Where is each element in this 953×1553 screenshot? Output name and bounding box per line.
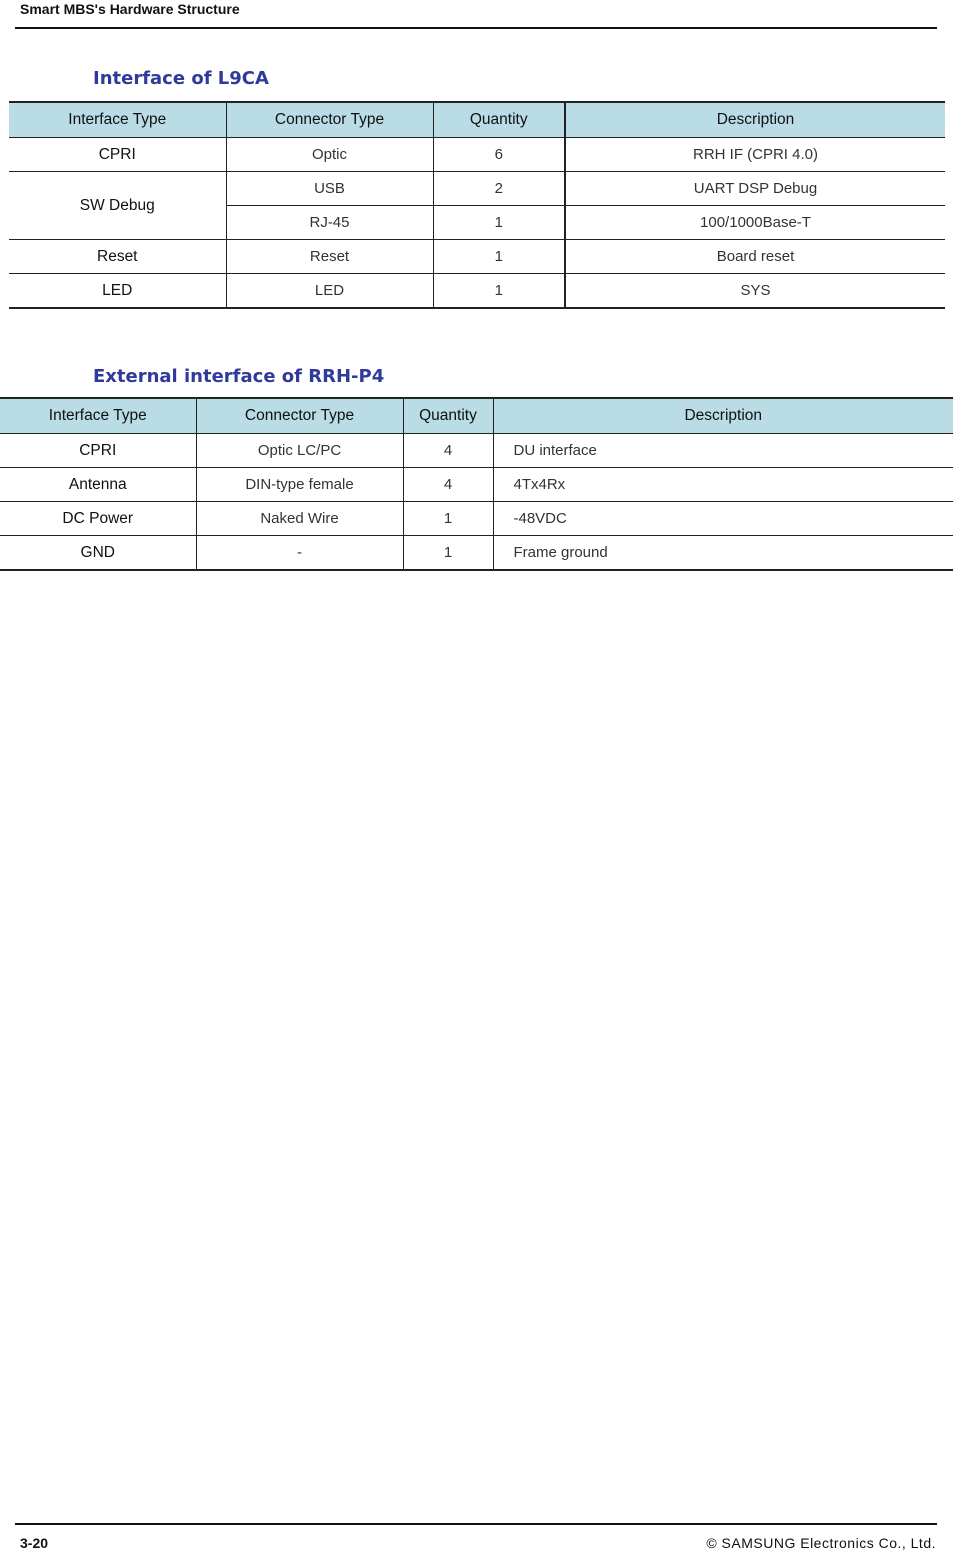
quantity-cell: 4 (403, 434, 493, 468)
description-cell: -48VDC (493, 502, 953, 536)
connector-type-cell: LED (226, 274, 433, 309)
column-header: Description (565, 102, 945, 138)
interface-type-cell: CPRI (9, 138, 226, 172)
quantity-cell: 1 (403, 536, 493, 571)
description-cell: DU interface (493, 434, 953, 468)
table-row (0, 502, 953, 536)
quantity-cell: 1 (403, 502, 493, 536)
quantity-cell: 6 (433, 138, 565, 172)
table-row (9, 138, 945, 172)
connector-type-cell: Reset (226, 240, 433, 274)
column-header: Interface Type (9, 102, 226, 138)
interface-type-cell: Antenna (0, 468, 196, 502)
quantity-cell: 1 (433, 240, 565, 274)
table-row (9, 274, 945, 309)
description-cell: 4Tx4Rx (493, 468, 953, 502)
interface-type-cell: GND (0, 536, 196, 571)
connector-type-cell: - (196, 536, 403, 571)
page-number: 3-20 (20, 1535, 49, 1551)
section-title-rrh-p4: External interface of RRH-P4 (93, 366, 385, 387)
column-header: Quantity (403, 398, 493, 434)
table-row (0, 536, 953, 571)
connector-type-cell: USB (226, 172, 433, 206)
connector-type-cell: Optic LC/PC (196, 434, 403, 468)
column-header: Description (493, 398, 953, 434)
l9ca-interface-table (9, 101, 945, 309)
running-header: Smart MBS's Hardware Structure (20, 1, 240, 17)
description-cell: Board reset (565, 240, 945, 274)
table-row (0, 468, 953, 502)
description-cell: RRH IF (CPRI 4.0) (565, 138, 945, 172)
table-row (9, 240, 945, 274)
rrh-p4-interface-table (0, 397, 953, 571)
copyright-notice: © SAMSUNG Electronics Co., Ltd. (706, 1535, 936, 1551)
connector-type-cell: DIN-type female (196, 468, 403, 502)
column-header: Connector Type (226, 102, 433, 138)
section-title-l9ca: Interface of L9CA (93, 68, 269, 89)
table-row (9, 172, 945, 206)
interface-type-cell: DC Power (0, 502, 196, 536)
quantity-cell: 2 (433, 172, 565, 206)
interface-type-cell: LED (9, 274, 226, 309)
column-header: Interface Type (0, 398, 196, 434)
connector-type-cell: RJ-45 (226, 206, 433, 240)
connector-type-cell: Naked Wire (196, 502, 403, 536)
footer-divider (15, 1523, 937, 1525)
description-cell: 100/1000Base-T (565, 206, 945, 240)
table-header-row (9, 102, 945, 138)
table-row (0, 434, 953, 468)
quantity-cell: 1 (433, 274, 565, 309)
header-divider (15, 27, 937, 29)
interface-type-cell: Reset (9, 240, 226, 274)
quantity-cell: 1 (433, 206, 565, 240)
interface-type-cell: SW Debug (9, 172, 226, 240)
description-cell: Frame ground (493, 536, 953, 571)
column-header: Connector Type (196, 398, 403, 434)
interface-type-cell: CPRI (0, 434, 196, 468)
description-cell: UART DSP Debug (565, 172, 945, 206)
table-header-row (0, 398, 953, 434)
column-header: Quantity (433, 102, 565, 138)
description-cell: SYS (565, 274, 945, 309)
connector-type-cell: Optic (226, 138, 433, 172)
quantity-cell: 4 (403, 468, 493, 502)
